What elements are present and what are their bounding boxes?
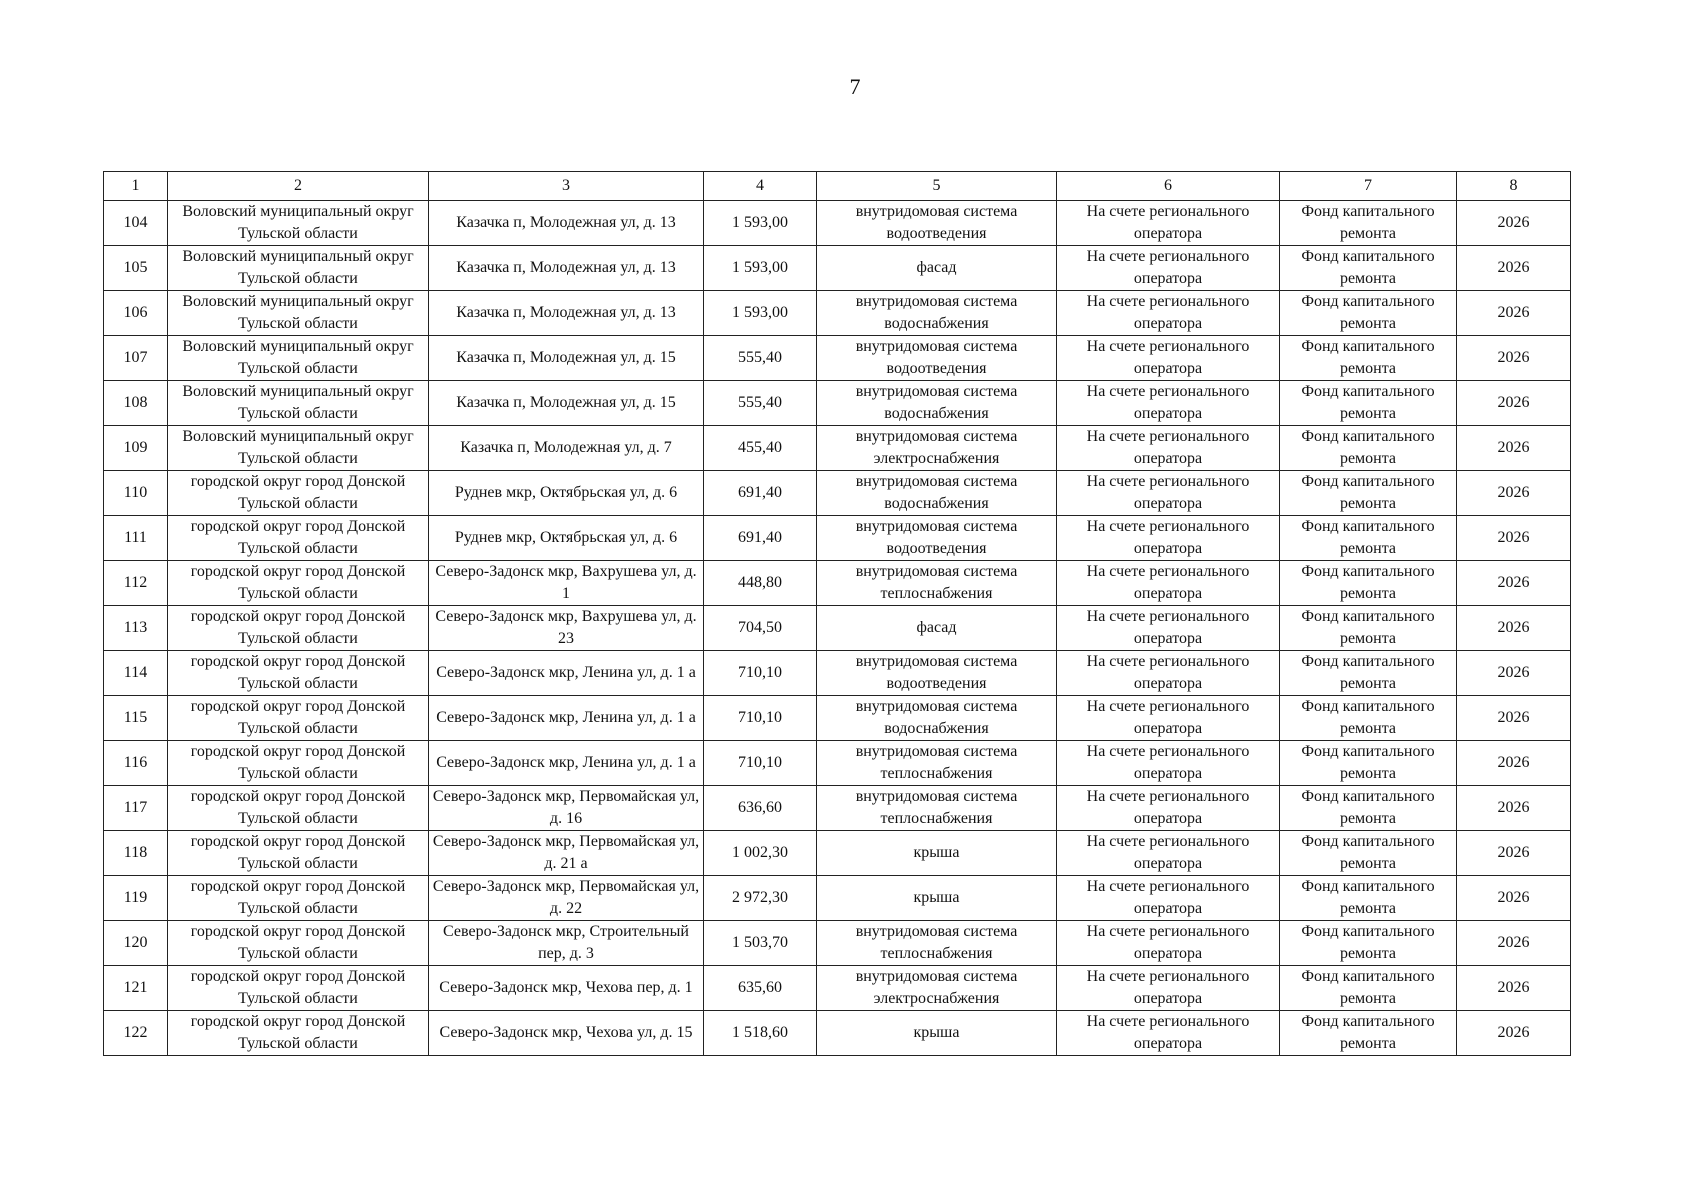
table-row: [104, 561, 1571, 606]
column-header: 2: [168, 172, 429, 201]
funding-source-cell: Фонд капитального ремонта: [1280, 1011, 1457, 1056]
fund-account-cell: На счете регионального оператора: [1057, 291, 1280, 336]
repair-program-table: [103, 171, 1571, 1056]
area-cell: 710,10: [704, 696, 817, 741]
year-cell: 2026: [1457, 786, 1571, 831]
table-row: [104, 696, 1571, 741]
fund-account-cell: На счете регионального оператора: [1057, 606, 1280, 651]
area-cell: 691,40: [704, 516, 817, 561]
address-cell: Северо-Задонск мкр, Первомайская ул, д. 21 а: [429, 831, 704, 876]
year-cell: 2026: [1457, 606, 1571, 651]
table-row: [104, 831, 1571, 876]
row-number-cell: 116: [104, 741, 168, 786]
municipality-cell: Воловский муниципальный округ Тульской области: [168, 291, 429, 336]
address-cell: Северо-Задонск мкр, Ленина ул, д. 1 а: [429, 741, 704, 786]
row-number-cell: 122: [104, 1011, 168, 1056]
funding-source-cell: Фонд капитального ремонта: [1280, 741, 1457, 786]
table-row: [104, 426, 1571, 471]
year-cell: 2026: [1457, 336, 1571, 381]
area-cell: 1 002,30: [704, 831, 817, 876]
row-number-cell: 113: [104, 606, 168, 651]
work-type-cell: внутридомовая система водоотведения: [817, 651, 1057, 696]
funding-source-cell: Фонд капитального ремонта: [1280, 651, 1457, 696]
municipality-cell: городской округ город Донской Тульской области: [168, 471, 429, 516]
fund-account-cell: На счете регионального оператора: [1057, 336, 1280, 381]
fund-account-cell: На счете регионального оператора: [1057, 831, 1280, 876]
table-row: [104, 336, 1571, 381]
work-type-cell: внутридомовая система водоснабжения: [817, 471, 1057, 516]
year-cell: 2026: [1457, 561, 1571, 606]
area-cell: 635,60: [704, 966, 817, 1011]
funding-source-cell: Фонд капитального ремонта: [1280, 966, 1457, 1011]
municipality-cell: Воловский муниципальный округ Тульской области: [168, 246, 429, 291]
municipality-cell: Воловский муниципальный округ Тульской области: [168, 336, 429, 381]
area-cell: 636,60: [704, 786, 817, 831]
fund-account-cell: На счете регионального оператора: [1057, 696, 1280, 741]
year-cell: 2026: [1457, 291, 1571, 336]
table-row: [104, 606, 1571, 651]
work-type-cell: внутридомовая система теплоснабжения: [817, 786, 1057, 831]
table-header-row: [104, 172, 1571, 201]
fund-account-cell: На счете регионального оператора: [1057, 741, 1280, 786]
funding-source-cell: Фонд капитального ремонта: [1280, 876, 1457, 921]
work-type-cell: фасад: [817, 246, 1057, 291]
area-cell: 710,10: [704, 651, 817, 696]
table-row: [104, 516, 1571, 561]
address-cell: Казачка п, Молодежная ул, д. 15: [429, 381, 704, 426]
fund-account-cell: На счете регионального оператора: [1057, 426, 1280, 471]
row-number-cell: 110: [104, 471, 168, 516]
funding-source-cell: Фонд капитального ремонта: [1280, 426, 1457, 471]
area-cell: 704,50: [704, 606, 817, 651]
area-cell: 1 593,00: [704, 201, 817, 246]
row-number-cell: 119: [104, 876, 168, 921]
fund-account-cell: На счете регионального оператора: [1057, 201, 1280, 246]
municipality-cell: Воловский муниципальный округ Тульской области: [168, 426, 429, 471]
address-cell: Казачка п, Молодежная ул, д. 13: [429, 201, 704, 246]
fund-account-cell: На счете регионального оператора: [1057, 651, 1280, 696]
municipality-cell: городской округ город Донской Тульской области: [168, 786, 429, 831]
year-cell: 2026: [1457, 831, 1571, 876]
year-cell: 2026: [1457, 381, 1571, 426]
funding-source-cell: Фонд капитального ремонта: [1280, 696, 1457, 741]
table-row: [104, 246, 1571, 291]
fund-account-cell: На счете регионального оператора: [1057, 561, 1280, 606]
table-row: [104, 291, 1571, 336]
area-cell: 1 518,60: [704, 1011, 817, 1056]
work-type-cell: внутридомовая система электроснабжения: [817, 426, 1057, 471]
work-type-cell: внутридомовая система водоснабжения: [817, 381, 1057, 426]
row-number-cell: 106: [104, 291, 168, 336]
address-cell: Северо-Задонск мкр, Вахрушева ул, д. 1: [429, 561, 704, 606]
fund-account-cell: На счете регионального оператора: [1057, 876, 1280, 921]
funding-source-cell: Фонд капитального ремонта: [1280, 336, 1457, 381]
fund-account-cell: На счете регионального оператора: [1057, 381, 1280, 426]
funding-source-cell: Фонд капитального ремонта: [1280, 516, 1457, 561]
year-cell: 2026: [1457, 696, 1571, 741]
year-cell: 2026: [1457, 651, 1571, 696]
funding-source-cell: Фонд капитального ремонта: [1280, 246, 1457, 291]
address-cell: Северо-Задонск мкр, Строительный пер, д. 3: [429, 921, 704, 966]
row-number-cell: 121: [104, 966, 168, 1011]
municipality-cell: городской округ город Донской Тульской области: [168, 606, 429, 651]
municipality-cell: городской округ город Донской Тульской области: [168, 1011, 429, 1056]
page-number: 7: [849, 74, 861, 99]
column-header: 7: [1280, 172, 1457, 201]
year-cell: 2026: [1457, 741, 1571, 786]
work-type-cell: крыша: [817, 831, 1057, 876]
row-number-cell: 112: [104, 561, 168, 606]
table-row: [104, 786, 1571, 831]
funding-source-cell: Фонд капитального ремонта: [1280, 471, 1457, 516]
year-cell: 2026: [1457, 966, 1571, 1011]
address-cell: Северо-Задонск мкр, Ленина ул, д. 1 а: [429, 651, 704, 696]
fund-account-cell: На счете регионального оператора: [1057, 966, 1280, 1011]
year-cell: 2026: [1457, 426, 1571, 471]
funding-source-cell: Фонд капитального ремонта: [1280, 786, 1457, 831]
column-header: 8: [1457, 172, 1571, 201]
work-type-cell: внутридомовая система водоснабжения: [817, 291, 1057, 336]
row-number-cell: 117: [104, 786, 168, 831]
area-cell: 1 593,00: [704, 291, 817, 336]
row-number-cell: 104: [104, 201, 168, 246]
municipality-cell: городской округ город Донской Тульской области: [168, 921, 429, 966]
funding-source-cell: Фонд капитального ремонта: [1280, 201, 1457, 246]
work-type-cell: внутридомовая система водоотведения: [817, 336, 1057, 381]
address-cell: Северо-Задонск мкр, Первомайская ул, д. 22: [429, 876, 704, 921]
fund-account-cell: На счете регионального оператора: [1057, 471, 1280, 516]
table-row: [104, 471, 1571, 516]
table-row: [104, 921, 1571, 966]
table-body: [104, 201, 1571, 1056]
fund-account-cell: На счете регионального оператора: [1057, 786, 1280, 831]
column-header: 3: [429, 172, 704, 201]
row-number-cell: 118: [104, 831, 168, 876]
area-cell: 1 503,70: [704, 921, 817, 966]
fund-account-cell: На счете регионального оператора: [1057, 516, 1280, 561]
area-cell: 2 972,30: [704, 876, 817, 921]
municipality-cell: городской округ город Донской Тульской области: [168, 831, 429, 876]
year-cell: 2026: [1457, 516, 1571, 561]
municipality-cell: городской округ город Донской Тульской области: [168, 516, 429, 561]
area-cell: 455,40: [704, 426, 817, 471]
year-cell: 2026: [1457, 201, 1571, 246]
year-cell: 2026: [1457, 921, 1571, 966]
row-number-cell: 120: [104, 921, 168, 966]
row-number-cell: 105: [104, 246, 168, 291]
year-cell: 2026: [1457, 246, 1571, 291]
funding-source-cell: Фонд капитального ремонта: [1280, 606, 1457, 651]
address-cell: Казачка п, Молодежная ул, д. 13: [429, 246, 704, 291]
area-cell: 555,40: [704, 336, 817, 381]
year-cell: 2026: [1457, 876, 1571, 921]
municipality-cell: городской округ город Донской Тульской области: [168, 696, 429, 741]
municipality-cell: Воловский муниципальный округ Тульской области: [168, 201, 429, 246]
row-number-cell: 114: [104, 651, 168, 696]
table-row: [104, 966, 1571, 1011]
row-number-cell: 115: [104, 696, 168, 741]
municipality-cell: городской округ город Донской Тульской области: [168, 741, 429, 786]
table-row: [104, 876, 1571, 921]
funding-source-cell: Фонд капитального ремонта: [1280, 291, 1457, 336]
funding-source-cell: Фонд капитального ремонта: [1280, 831, 1457, 876]
table-row: [104, 201, 1571, 246]
address-cell: Руднев мкр, Октябрьская ул, д. 6: [429, 471, 704, 516]
fund-account-cell: На счете регионального оператора: [1057, 921, 1280, 966]
table-row: [104, 651, 1571, 696]
address-cell: Казачка п, Молодежная ул, д. 13: [429, 291, 704, 336]
area-cell: 448,80: [704, 561, 817, 606]
funding-source-cell: Фонд капитального ремонта: [1280, 381, 1457, 426]
year-cell: 2026: [1457, 471, 1571, 516]
column-header: 4: [704, 172, 817, 201]
area-cell: 1 593,00: [704, 246, 817, 291]
address-cell: Северо-Задонск мкр, Чехова ул, д. 15: [429, 1011, 704, 1056]
work-type-cell: внутридомовая система водоотведения: [817, 516, 1057, 561]
municipality-cell: городской округ город Донской Тульской области: [168, 966, 429, 1011]
municipality-cell: городской округ город Донской Тульской области: [168, 651, 429, 696]
area-cell: 555,40: [704, 381, 817, 426]
work-type-cell: внутридомовая система водоснабжения: [817, 696, 1057, 741]
address-cell: Руднев мкр, Октябрьская ул, д. 6: [429, 516, 704, 561]
table-row: [104, 381, 1571, 426]
area-cell: 691,40: [704, 471, 817, 516]
row-number-cell: 111: [104, 516, 168, 561]
address-cell: Северо-Задонск мкр, Чехова пер, д. 1: [429, 966, 704, 1011]
row-number-cell: 109: [104, 426, 168, 471]
year-cell: 2026: [1457, 1011, 1571, 1056]
municipality-cell: городской округ город Донской Тульской области: [168, 561, 429, 606]
work-type-cell: фасад: [817, 606, 1057, 651]
fund-account-cell: На счете регионального оператора: [1057, 1011, 1280, 1056]
work-type-cell: крыша: [817, 876, 1057, 921]
address-cell: Казачка п, Молодежная ул, д. 15: [429, 336, 704, 381]
work-type-cell: внутридомовая система электроснабжения: [817, 966, 1057, 1011]
work-type-cell: внутридомовая система теплоснабжения: [817, 561, 1057, 606]
work-type-cell: внутридомовая система водоотведения: [817, 201, 1057, 246]
row-number-cell: 108: [104, 381, 168, 426]
address-cell: Казачка п, Молодежная ул, д. 7: [429, 426, 704, 471]
municipality-cell: городской округ город Донской Тульской области: [168, 876, 429, 921]
row-number-cell: 107: [104, 336, 168, 381]
funding-source-cell: Фонд капитального ремонта: [1280, 561, 1457, 606]
work-type-cell: внутридомовая система теплоснабжения: [817, 741, 1057, 786]
table-row: [104, 741, 1571, 786]
column-header: 5: [817, 172, 1057, 201]
work-type-cell: внутридомовая система теплоснабжения: [817, 921, 1057, 966]
address-cell: Северо-Задонск мкр, Первомайская ул, д. 16: [429, 786, 704, 831]
address-cell: Северо-Задонск мкр, Вахрушева ул, д. 23: [429, 606, 704, 651]
funding-source-cell: Фонд капитального ремонта: [1280, 921, 1457, 966]
work-type-cell: крыша: [817, 1011, 1057, 1056]
area-cell: 710,10: [704, 741, 817, 786]
column-header: 6: [1057, 172, 1280, 201]
column-header: 1: [104, 172, 168, 201]
fund-account-cell: На счете регионального оператора: [1057, 246, 1280, 291]
table-row: [104, 1011, 1571, 1056]
municipality-cell: Воловский муниципальный округ Тульской области: [168, 381, 429, 426]
address-cell: Северо-Задонск мкр, Ленина ул, д. 1 а: [429, 696, 704, 741]
